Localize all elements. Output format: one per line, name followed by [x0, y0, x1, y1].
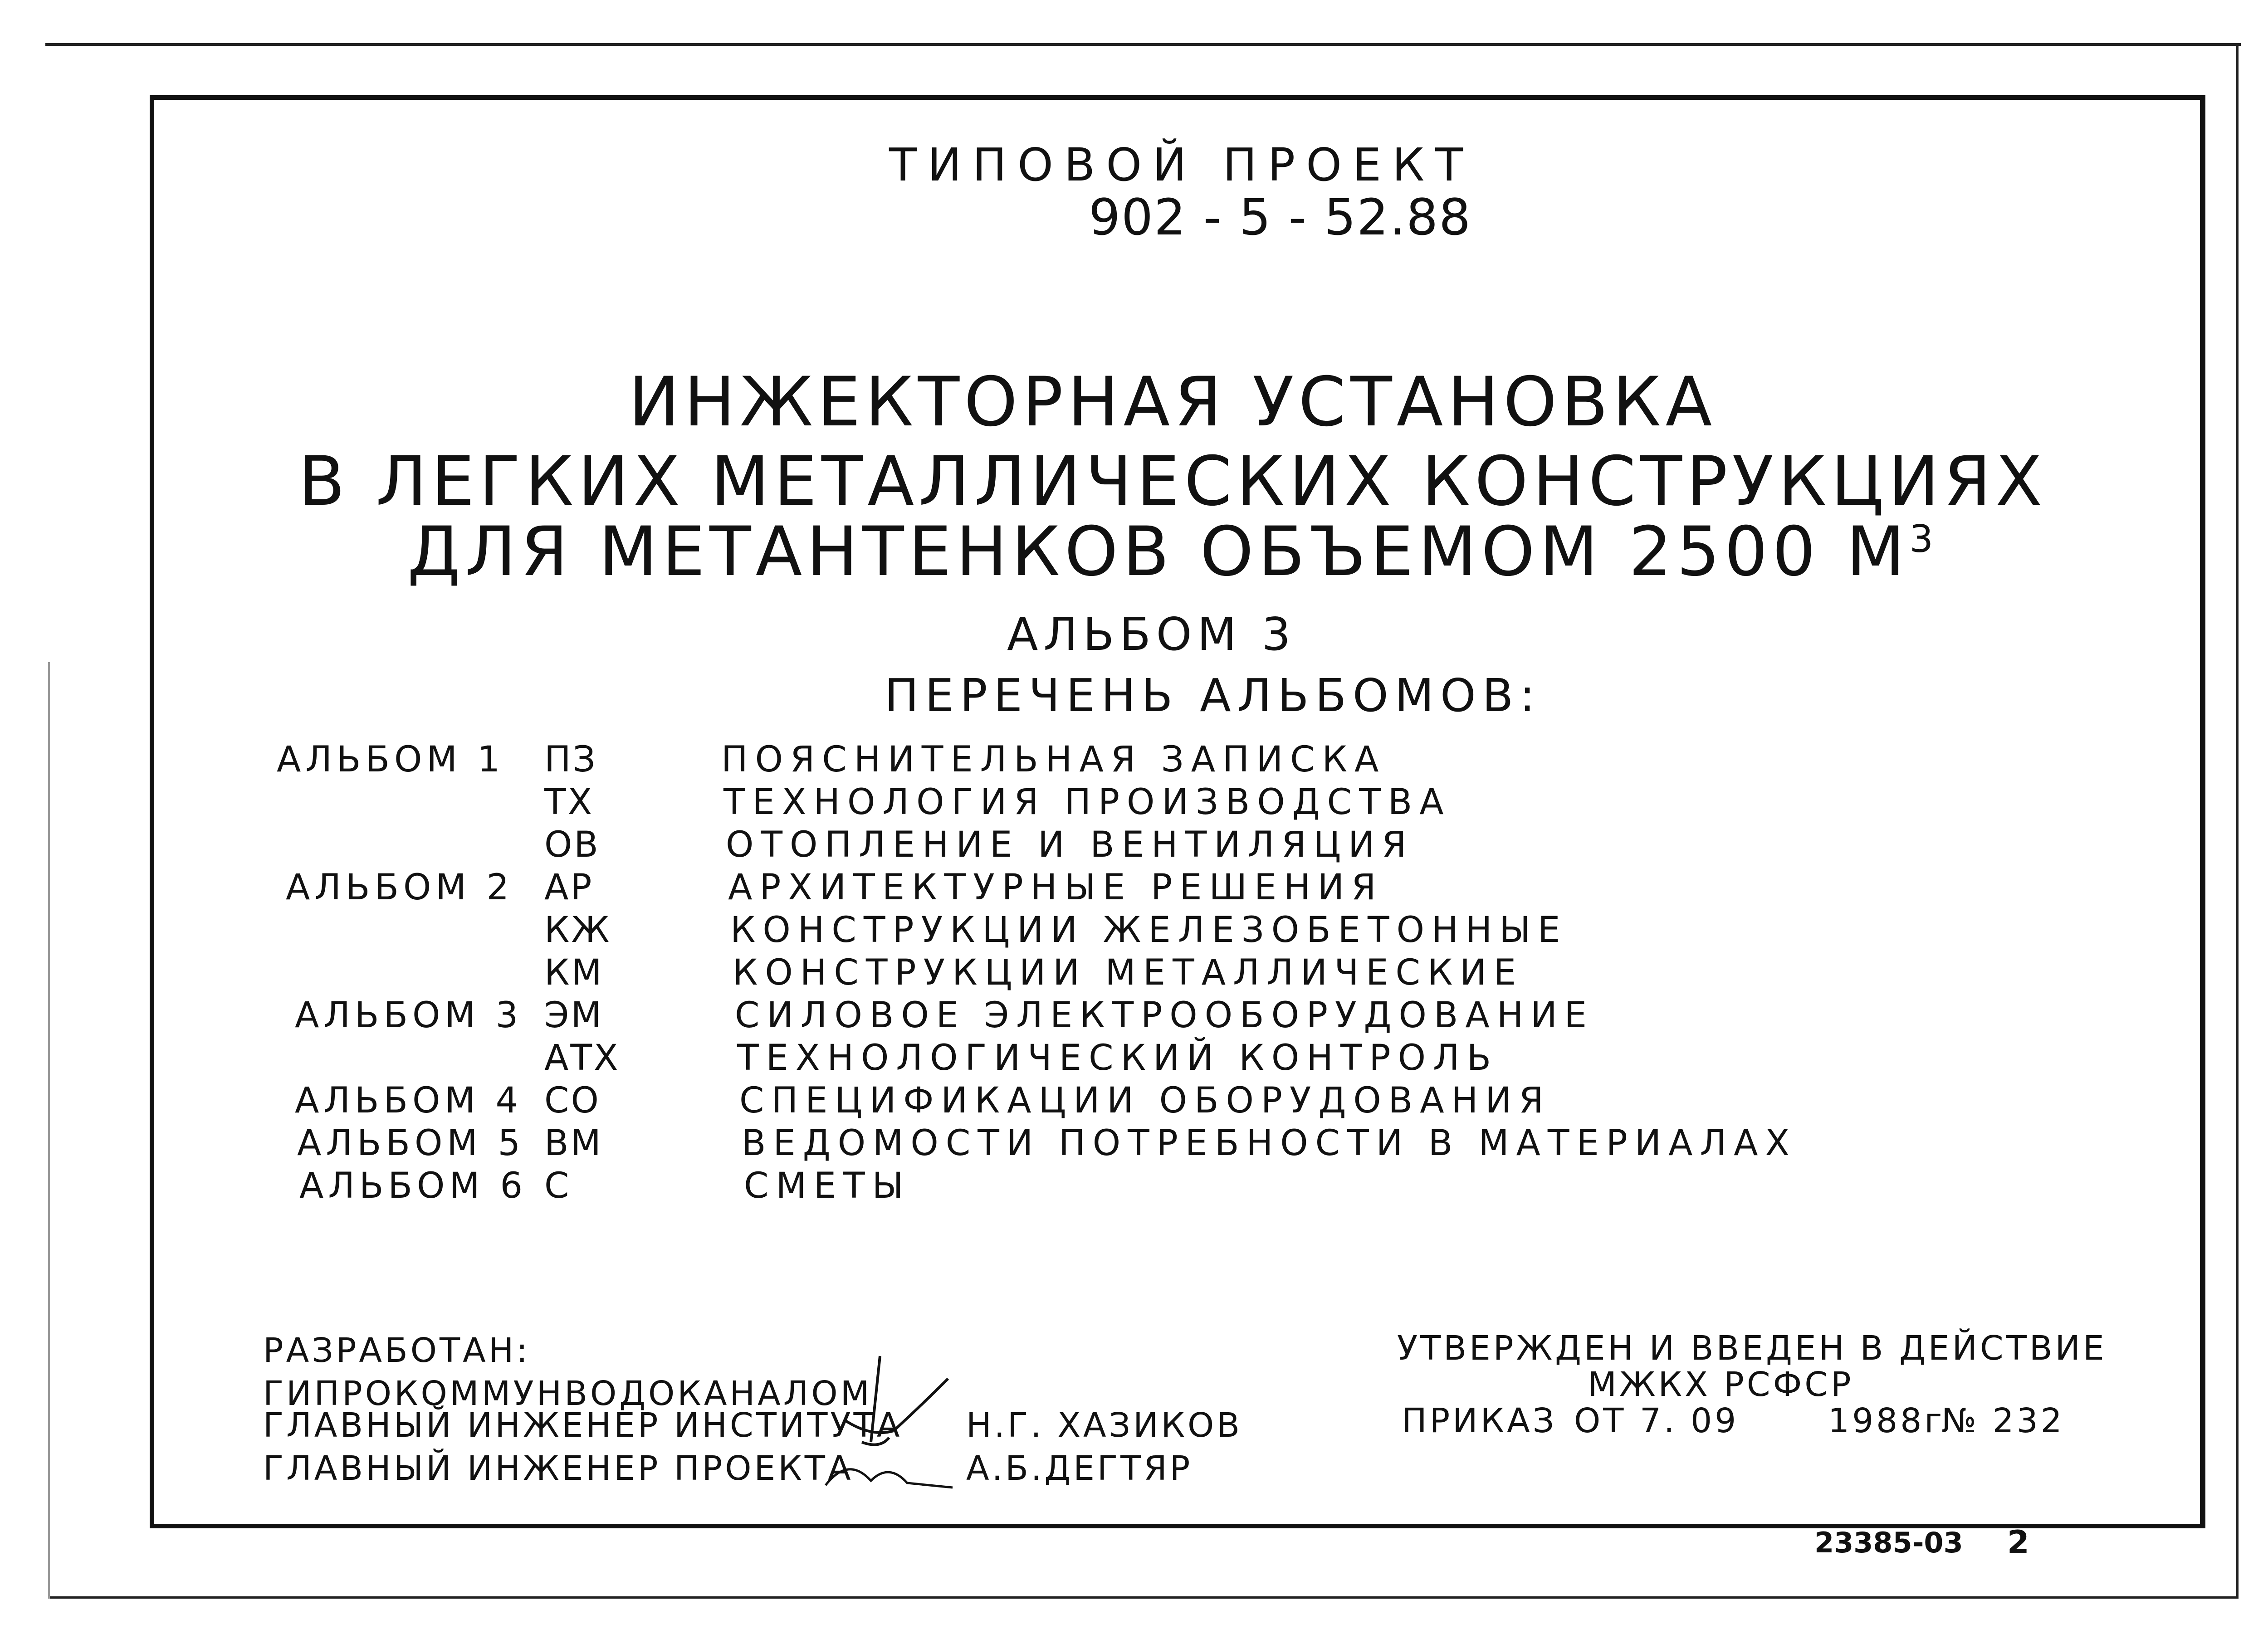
album-list-code: АТХ: [544, 1038, 620, 1078]
approval-order-date: ОТ 7. 09: [1574, 1401, 1739, 1440]
album-list-code: АР: [544, 867, 594, 908]
developed-by-label: РАЗРАБОТАН:: [263, 1331, 531, 1370]
chief-engineer-project-name: А.Б.ДЕГТЯР: [966, 1449, 1193, 1488]
album-list-code: СО: [544, 1080, 601, 1121]
title-line-3-text: ДЛЯ МЕТАНТЕНКОВ ОБЪЕМОМ 2500 М: [407, 512, 1910, 591]
album-list-description: ОТОПЛЕНИЕ И ВЕНТИЛЯЦИЯ: [726, 824, 1414, 865]
right-border-line: [2236, 43, 2239, 1599]
album-list-description: СИЛОВОЕ ЭЛЕКТРООБОРУДОВАНИЕ: [735, 995, 1594, 1036]
title-line-2: В ЛЕГКИХ МЕТАЛЛИЧЕСКИХ КОНСТРУКЦИЯХ: [298, 442, 2047, 521]
left-border-line: [48, 662, 50, 1599]
superscript-cubed: 3: [1909, 517, 1938, 561]
album-list-description: ПОЯСНИТЕЛЬНАЯ ЗАПИСКА: [721, 739, 1386, 780]
album-list-code: ОВ: [544, 824, 600, 865]
album-list-code: ВМ: [544, 1123, 603, 1164]
album-list-album: АЛЬБОМ 1: [277, 739, 505, 780]
approval-line-1: УТВЕРЖДЕН И ВВЕДЕН В ДЕЙСТВИЕ: [1397, 1329, 2107, 1368]
approval-order-year: 1988г: [1828, 1401, 1945, 1440]
developer-organization: ГИПРОКОММУНВОДОКАНАЛОМ: [263, 1374, 872, 1413]
album-list-heading: ПЕРЕЧЕНЬ АЛЬБОМОВ:: [885, 669, 1541, 722]
album-list-album: АЛЬБОМ 4: [295, 1080, 523, 1121]
album-list-album: АЛЬБОМ 3: [295, 995, 523, 1036]
chief-engineer-institute-name: Н.Г. ХАЗИКОВ: [966, 1406, 1243, 1445]
project-type-heading: ТИПОВОЙ ПРОЕКТ: [889, 138, 1474, 191]
approval-order-label: ПРИКАЗ: [1402, 1401, 1557, 1440]
album-list-code: КЖ: [544, 910, 611, 951]
bottom-border-line: [50, 1596, 2239, 1599]
album-list-description: ВЕДОМОСТИ ПОТРЕБНОСТИ В МАТЕРИАЛАХ: [742, 1123, 1797, 1164]
album-list-description: СПЕЦИФИКАЦИИ ОБОРУДОВАНИЯ: [739, 1080, 1551, 1121]
album-list-code: ТХ: [544, 782, 594, 823]
chief-engineer-institute-label: ГЛАВНЫЙ ИНЖЕНЕР ИНСТИТУТА: [263, 1406, 903, 1445]
album-list-description: ТЕХНОЛОГИЧЕСКИЙ КОНТРОЛЬ: [737, 1038, 1499, 1078]
album-list-album: АЛЬБОМ 6: [299, 1166, 528, 1206]
sheet-number: 2: [2007, 1524, 2029, 1561]
album-list-code: С: [544, 1166, 571, 1206]
signature-chief-institute: [816, 1351, 971, 1501]
top-border-line: [45, 43, 2241, 46]
album-list-album: АЛЬБОМ 2: [286, 867, 514, 908]
album-list-code: КМ: [544, 952, 604, 993]
album-list-description: ТЕХНОЛОГИЯ ПРОИЗВОДСТВА: [723, 782, 1451, 823]
approval-ministry: МЖКХ РСФСР: [1588, 1365, 1854, 1404]
album-label: АЛЬБОМ 3: [1007, 608, 1296, 661]
album-list-description: СМЕТЫ: [744, 1166, 911, 1206]
album-list-code: ПЗ: [544, 739, 597, 780]
album-list-album: АЛЬБОМ 5: [297, 1123, 525, 1164]
chief-engineer-project-label: ГЛАВНЫЙ ИНЖЕНЕР ПРОЕКТА: [263, 1449, 854, 1488]
title-line-1: ИНЖЕКТОРНАЯ УСТАНОВКА: [628, 363, 1717, 442]
title-line-3: [150, 512, 2195, 591]
album-list-description: АРХИТЕКТУРНЫЕ РЕШЕНИЯ: [728, 867, 1383, 908]
approval-order-number: № 232: [1941, 1401, 2065, 1440]
album-list-description: КОНСТРУКЦИИ МЕТАЛЛИЧЕСКИЕ: [733, 952, 1523, 993]
album-list-code: ЭМ: [544, 995, 603, 1036]
album-list-description: КОНСТРУКЦИИ ЖЕЛЕЗОБЕТОННЫЕ: [730, 910, 1568, 951]
project-number: 902 - 5 - 52.88: [1089, 188, 1472, 246]
inventory-code: 23385-03: [1814, 1526, 1963, 1559]
